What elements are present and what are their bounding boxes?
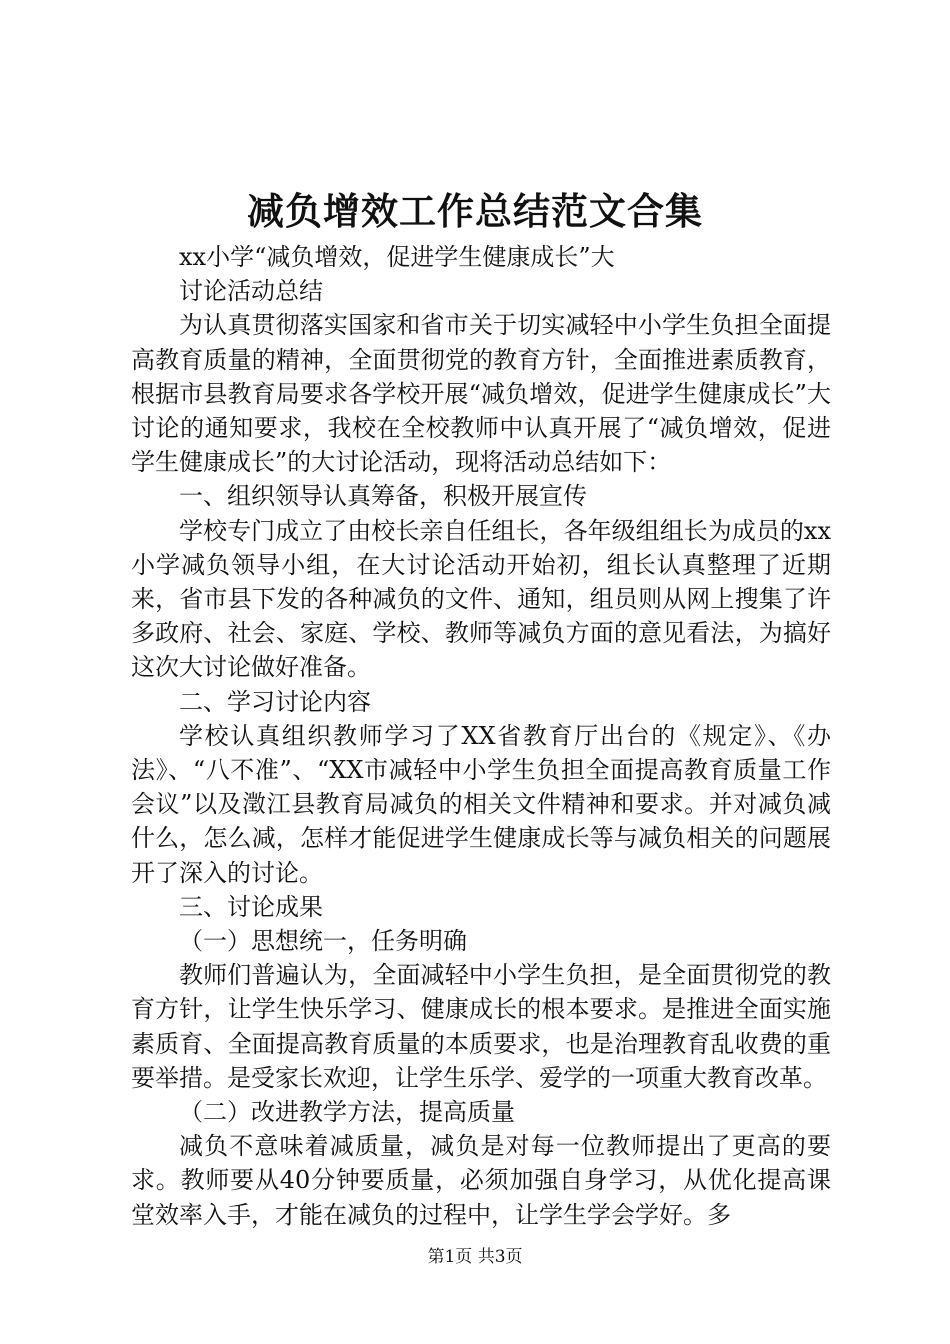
subsection-paragraph-2: 减负不意味着减质量，减负是对每一位教师提出了更高的要求。教师要从40分钟要质量，必须加强自身学习，从优化提高课堂效率入手，才能在减负的过程中，让学生学会学好。多	[131, 1132, 831, 1229]
page-footer: 第1页 共3页	[427, 1247, 523, 1267]
subsection-heading-2: （二）改进教学方法，提高质量	[179, 1098, 515, 1127]
section-heading-2: 二、学习讨论内容	[179, 687, 371, 716]
section-paragraph-2: 学校认真组织教师学习了XX省教育厅出台的《规定》、《办法》、“八不准”、“XX市减轻中小学生负担全面提高教育质量工作会议”以及澂江县教育局减负的相关文件精神和要求。并对减负减什么，怎么减，怎样才能促进学生健康成长等与减负相关的问题展开了深入的讨论。	[131, 721, 831, 887]
subtitle-line-1: xx小学“减负增效，促进学生健康成长”大	[179, 243, 615, 271]
intro-paragraph: 为认真贯彻落实国家和省市关于切实减轻中小学生负担全面提高教育质量的精神，全面贯彻党的教育方针，全面推进素质教育，根据市县教育局要求各学校开展“减负增效，促进学生健康成长”大讨论的通知要求，我校在全校教师中认真开展了“减负增效，促进学生健康成长”的大讨论活动，现将活动总结如下：	[131, 311, 831, 477]
document-title: 减负增效工作总结范文合集	[247, 189, 703, 233]
document-body	[131, 240, 831, 1232]
subsection-heading-1: （一）思想统一，任务明确	[179, 927, 467, 956]
subsection-paragraph-1: 教师们普遍认为，全面减轻中小学生负担，是全面贯彻党的教育方针，让学生快乐学习、健康成长的根本要求。是推进全面实施素质育、全面提高教育质量的本质要求，也是治理教育乱收费的重要举措。是受家长欢迎，让学生乐学、爱学的一项重大教育改革。	[131, 961, 831, 1092]
section-heading-1: 一、组织领导认真筹备，积极开展宣传	[179, 482, 587, 511]
subtitle-line-2: 讨论活动总结	[179, 277, 323, 306]
section-heading-3: 三、讨论成果	[179, 892, 323, 921]
section-paragraph-1: 学校专门成立了由校长亲自任组长，各年级组组长为成员的xx小学减负领导小组，在大讨论活动开始初，组长认真整理了近期来，省市县下发的各种减负的文件、通知，组员则从网上搜集了许多政府、社会、家庭、学校、教师等减负方面的意见看法，为搞好这次大讨论做好准备。	[131, 516, 831, 682]
